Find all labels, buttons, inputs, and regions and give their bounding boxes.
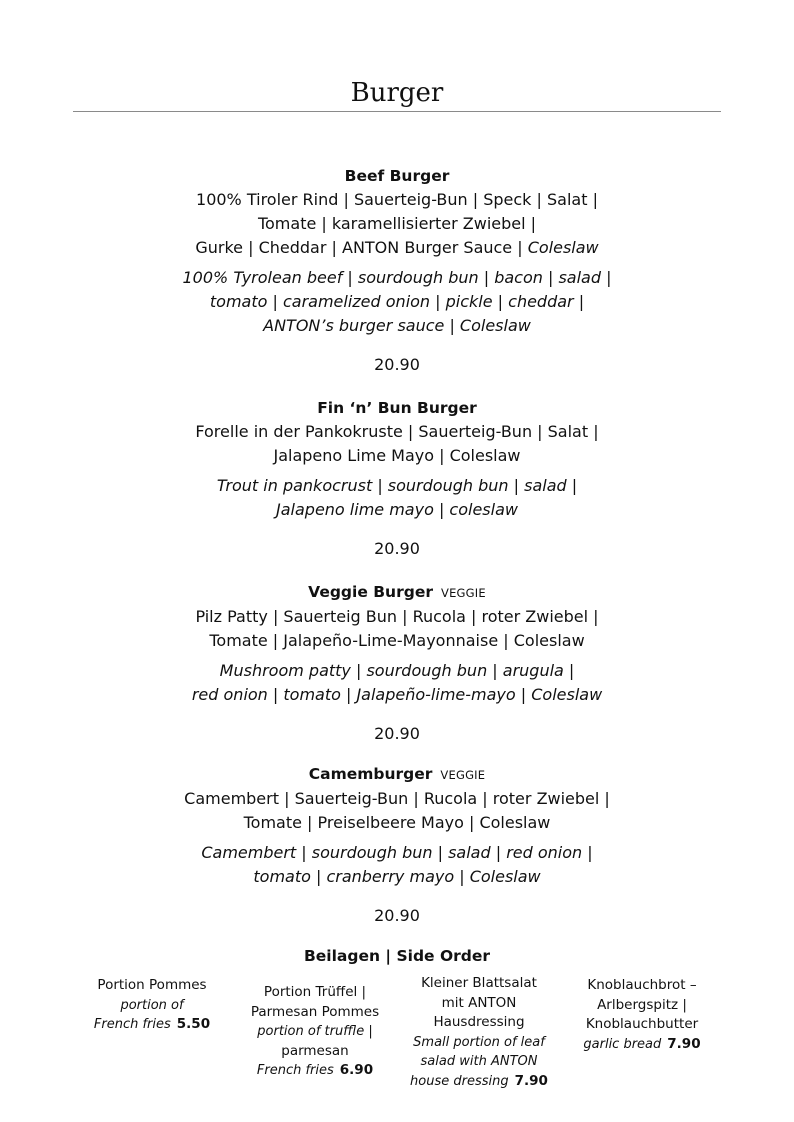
side-name: Parmesan Pommes (250, 1003, 380, 1020)
description-line: red onion | tomato | Jalapeño-lime-mayo | Coleslaw (191, 685, 603, 704)
description-line: tomato | cranberry mayo | Coleslaw (253, 867, 541, 886)
side-price: 7.90 (514, 1072, 548, 1089)
side-name: Portion Pommes (97, 977, 207, 993)
side-description-en (570, 1035, 714, 1055)
dish-description-en (0, 474, 794, 522)
dish-description-de (0, 787, 794, 835)
dish-name: Beef Burger (344, 167, 450, 185)
side-name: Portion Trüffel | (263, 984, 367, 1000)
description-text: Gurke | Cheddar | ANTON Burger Sauce | (195, 238, 528, 257)
dish-price: 20.90 (374, 724, 420, 743)
page-title: Burger (350, 78, 444, 108)
side-item-truffle-pommes (236, 983, 394, 1081)
dish-description-de (0, 420, 794, 468)
side-description-en: parmesan (281, 1042, 349, 1059)
side-description-en: portion of truffle | (257, 1024, 373, 1039)
veggie-tag: VEGGIE (441, 586, 486, 600)
side-description-en (236, 1061, 394, 1081)
dish-price: 20.90 (374, 355, 420, 374)
side-item-pommes (80, 976, 224, 1035)
veggie-tag: VEGGIE (440, 768, 486, 782)
side-description-text: house dressing (410, 1073, 509, 1089)
side-price: 6.90 (339, 1062, 374, 1078)
description-line: Forelle in der Pankokruste | Sauerteig-Bun | Salat | (195, 422, 599, 441)
menu-item-veggie-burger (0, 580, 794, 746)
side-name: Knoblauchbrot – (587, 977, 697, 993)
description-text-italic: Coleslaw (527, 238, 599, 257)
description-line: Tomate | karamellisierter Zwiebel | (257, 214, 537, 233)
side-name: mit ANTON (441, 994, 517, 1011)
dish-name: Veggie Burger (308, 583, 433, 601)
side-price: 7.90 (667, 1035, 701, 1052)
description-line (0, 236, 794, 260)
description-line: Camembert | sourdough bun | salad | red onion | (201, 843, 593, 862)
dish-description-en (0, 266, 794, 338)
side-name: Kleiner Blattsalat (421, 975, 537, 991)
dish-name-row (0, 762, 794, 787)
description-line: Trout in pankocrust | sourdough bun | salad | (216, 476, 578, 495)
side-description-text: garlic bread (583, 1036, 662, 1052)
side-description-text: French fries (93, 1017, 171, 1032)
side-item-garlic-bread (570, 976, 714, 1054)
side-name: Arlbergspitz | (597, 996, 687, 1013)
description-line: Jalapeno lime mayo | coleslaw (276, 500, 518, 519)
side-description-en: Small portion of leaf (413, 1034, 545, 1050)
dish-price: 20.90 (374, 539, 420, 558)
side-description-en (80, 1015, 224, 1035)
dish-description-en (0, 659, 794, 707)
side-item-leaf-salad (404, 974, 554, 1091)
description-line: 100% Tiroler Rind | Sauerteig-Bun | Speck | Salat | (196, 190, 598, 209)
side-name: Hausdressing (433, 1014, 525, 1030)
side-name: Knoblauchbutter (585, 1016, 699, 1032)
side-order-heading: Beilagen | Side Order (303, 947, 491, 965)
menu-item-camemburger (0, 762, 794, 928)
dish-description-de (0, 188, 794, 260)
dish-description-de (0, 605, 794, 653)
dish-name: Fin ‘n’ Bun Burger (317, 399, 477, 417)
menu-item-fin-n-bun-burger (0, 396, 794, 561)
description-line: 100% Tyrolean beef | sourdough bun | bacon | salad | (182, 268, 612, 287)
description-line: Pilz Patty | Sauerteig Bun | Rucola | roter Zwiebel | (195, 607, 599, 626)
dish-name-row (0, 580, 794, 605)
side-description-text: French fries (256, 1063, 334, 1078)
dish-name: Camemburger (308, 765, 433, 783)
menu-item-beef-burger (0, 164, 794, 377)
side-price: 5.50 (176, 1016, 211, 1032)
description-line: Tomate | Jalapeño-Lime-Mayonnaise | Coleslaw (209, 631, 585, 650)
description-line: Jalapeno Lime Mayo | Coleslaw (273, 446, 521, 465)
side-description-en: salad with ANTON (420, 1054, 538, 1069)
dish-price: 20.90 (374, 906, 420, 925)
description-line: tomato | caramelized onion | pickle | cheddar | (209, 292, 585, 311)
description-line: Tomate | Preiselbeere Mayo | Coleslaw (243, 813, 551, 832)
description-line: ANTON’s burger sauce | Coleslaw (263, 316, 531, 335)
dish-description-en (0, 841, 794, 889)
side-description-en: portion of (120, 997, 184, 1013)
description-line: Camembert | Sauerteig-Bun | Rucola | roter Zwiebel | (184, 789, 610, 808)
description-line: Mushroom patty | sourdough bun | arugula | (219, 661, 575, 680)
side-description-en (404, 1072, 554, 1092)
title-divider (73, 111, 721, 112)
